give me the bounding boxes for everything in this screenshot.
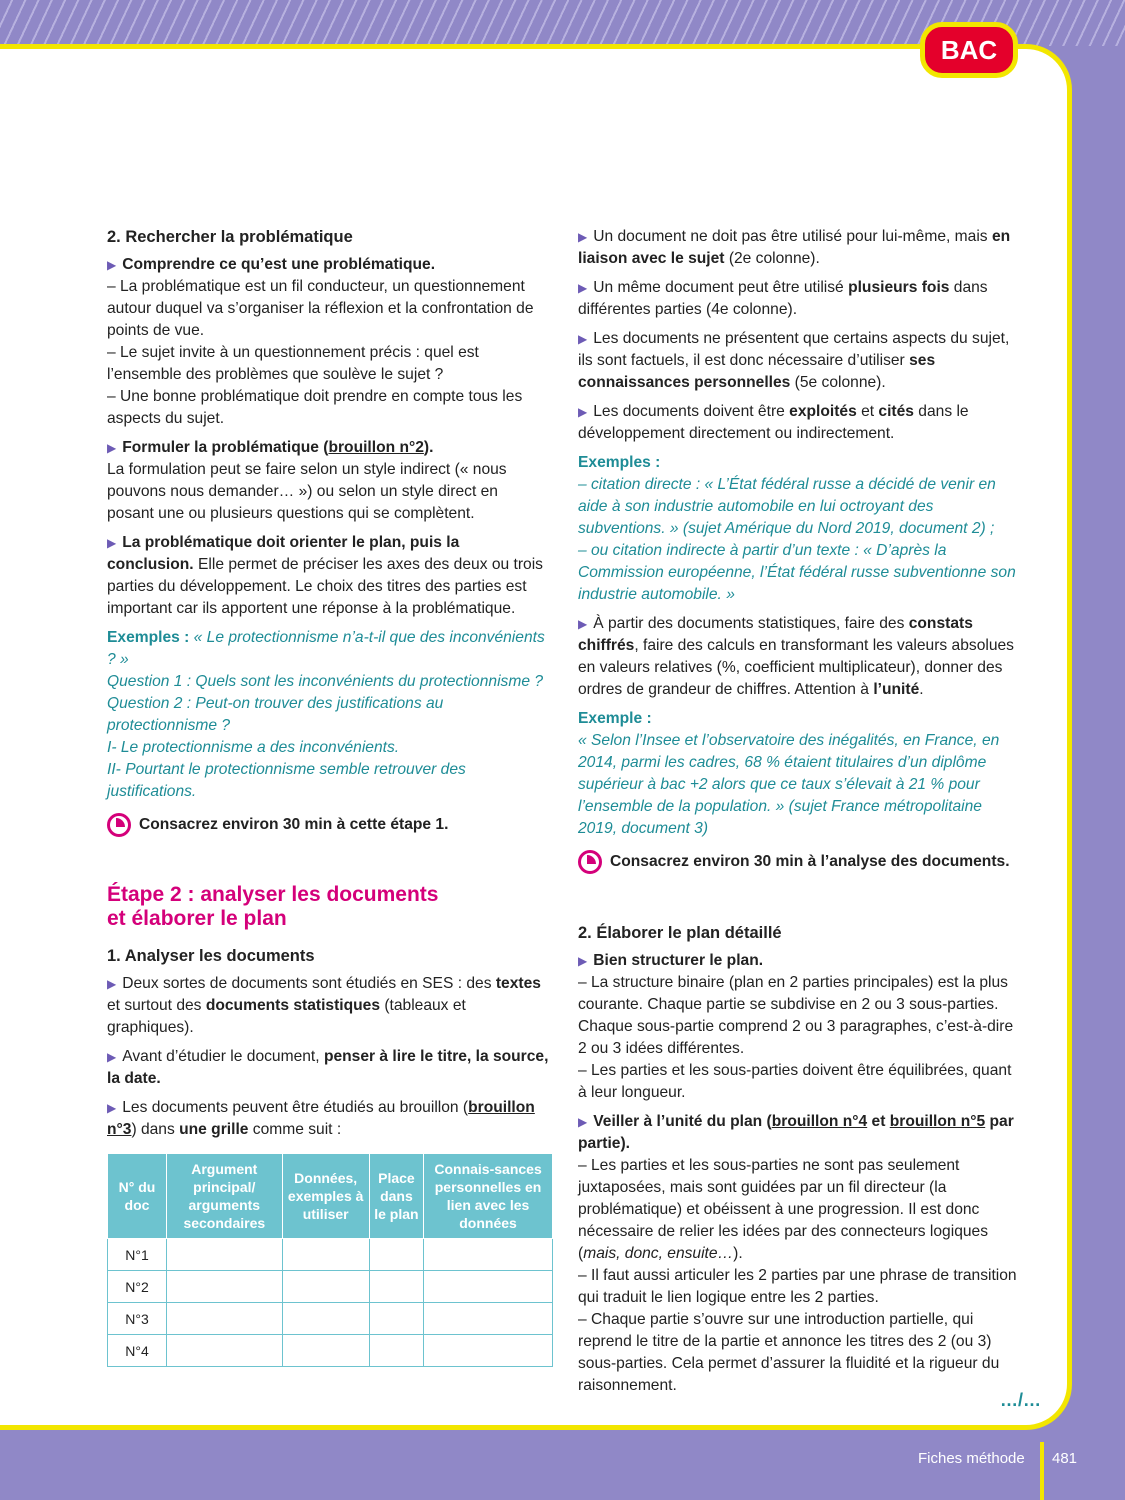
paragraph: – La structure binaire (plan en 2 parties principales) est la plus courante. Chaque partie se subdivise en 2 ou 3 sous-parties. Chaque sous-partie comprend 2 ou 3 paragraphes, c’est-à-dire 2 ou 3 idées différentes. <box>578 974 1014 1057</box>
paragraph: ▶ Formuler la problématique (brouillon n°2). <box>107 439 434 456</box>
triangle-bullet-icon: ▶ <box>578 405 588 419</box>
paragraph: ▶ Les documents doivent être exploités et cités dans le développement directement ou indirectement. <box>578 403 969 442</box>
triangle-bullet-icon: ▶ <box>107 441 117 455</box>
table-row: N°3 <box>108 1303 553 1335</box>
section-title: 2. Élaborer le plan détaillé <box>578 924 782 942</box>
paragraph: – Les parties et les sous-parties ne sont pas seulement juxtaposées, mais sont guidées par un fil directeur (la problématique) et obéissent à une progression. Il est donc nécessaire de relier les idées par des connecteurs logiques (mais, donc, ensuite…). <box>578 1157 989 1262</box>
stopwatch-icon <box>578 850 602 874</box>
triangle-bullet-icon: ▶ <box>107 536 117 550</box>
table-header: Place dans le plan <box>369 1154 423 1239</box>
triangle-bullet-icon: ▶ <box>578 332 588 346</box>
triangle-bullet-icon: ▶ <box>578 1115 588 1129</box>
paragraph: – Le sujet invite à un questionnement précis : quel est l’ensemble des problèmes que soulève le sujet ? <box>107 344 479 383</box>
footer-section-label: Fiches méthode <box>918 1450 1025 1467</box>
paragraph: ▶ Un document ne doit pas être utilisé pour lui-même, mais en liaison avec le sujet (2e colonne). <box>578 228 1011 267</box>
example-block: Exemple : « Selon l’Insee et l’observatoire des inégalités, en France, en 2014, parmi les cadres, 68 % étaient titulaires d’un diplôme supérieur à bac +2 alors que ce taux s’élevait à 21 % pour l’ensemble de la population. » (sujet France métropolitaine 2019, document 3) <box>578 710 1000 837</box>
triangle-bullet-icon: ▶ <box>578 954 588 968</box>
table-header: Données, exemples à utiliser <box>282 1154 369 1239</box>
table-header: N° du doc <box>108 1154 167 1239</box>
paragraph: La formulation peut se faire selon un style indirect (« nous pouvons nous demander… ») ou selon un style direct en posant une ou plusieurs questions qui se complètent. <box>107 461 507 522</box>
paragraph: – La problématique est un fil conducteur, un questionnement autour duquel va s’organiser la réflexion et la confrontation de points de vue. <box>107 278 534 339</box>
stopwatch-icon <box>107 813 131 837</box>
paragraph: ▶ Veiller à l’unité du plan (brouillon n°4 et brouillon n°5 par partie). <box>578 1113 1014 1152</box>
triangle-bullet-icon: ▶ <box>578 617 588 631</box>
triangle-bullet-icon: ▶ <box>107 258 117 272</box>
table-header: Argument principal/ arguments secondaires <box>167 1154 283 1239</box>
right-column <box>578 226 1020 1404</box>
paragraph: ▶ À partir des documents statistiques, faire des constats chiffrés, faire des calculs en transformant les valeurs absolues en valeurs relatives (%, coefficient multiplicateur), donner des ordres de grandeur de chiffres. Attention à l’unité. <box>578 615 1014 698</box>
examples-block: Exemples : – citation directe : « L’État fédéral russe a décidé de venir en aide à son industrie automobile en lui octroyant des subventions. » (sujet Amérique du Nord 2019, document 2) ; – ou citation indirecte à partir d’un texte : « D’après la Commission européenne, l’État fédéral russe subventionne son industrie automobile. » <box>578 454 1016 603</box>
timer-note: Consacrez environ 30 min à cette étape 1. <box>107 813 549 837</box>
paragraph: – Une bonne problématique doit prendre en compte tous les aspects du sujet. <box>107 388 523 427</box>
continued-marker: …/… <box>1000 1390 1042 1410</box>
page-number: 481 <box>1052 1450 1078 1467</box>
paragraph: ▶ Deux sortes de documents sont étudiés en SES : des textes et surtout des documents statistiques (tableaux et graphiques). <box>107 975 541 1036</box>
paragraph: ▶ La problématique doit orienter le plan, puis la conclusion. Elle permet de préciser les axes des deux ou trois parties du développement. Le choix des titres des parties est important car ils apportent une réponse à la problématique. <box>107 534 543 617</box>
paragraph: ▶ Avant d’étudier le document, penser à lire le titre, la source, la date. <box>107 1048 549 1087</box>
table-row: N°4 <box>108 1335 553 1367</box>
left-column <box>107 226 549 1367</box>
paragraph: – Chaque partie s’ouvre sur une introduction partielle, qui reprend le titre de la partie et annonce les titres des 2 (ou 3) sous-parties. Cela permet d’assurer la fluidité et la rigueur du raisonnement. <box>578 1311 1000 1394</box>
paragraph: – Les parties et les sous-parties doivent être équilibrées, quant à leur longueur. <box>578 1062 1012 1101</box>
paragraph: ▶ Les documents ne présentent que certains aspects du sujet, ils sont factuels, il est donc nécessaire d’utiliser ses connaissances personnelles (5e colonne). <box>578 330 1010 391</box>
section-title: 2. Rechercher la problématique <box>107 228 353 246</box>
paragraph: ▶ Comprendre ce qu’est une problématique. <box>107 256 436 273</box>
paragraph: ▶ Un même document peut être utilisé plusieurs fois dans différentes parties (4e colonne). <box>578 279 988 318</box>
triangle-bullet-icon: ▶ <box>107 1101 117 1115</box>
table-header: Connais-sances personnelles en lien avec les données <box>424 1154 553 1239</box>
bac-badge: BAC <box>920 22 1018 78</box>
triangle-bullet-icon: ▶ <box>578 281 588 295</box>
footer-divider <box>1040 1442 1044 1500</box>
section-title: 1. Analyser les documents <box>107 947 315 965</box>
examples-block: Exemples : « Le protectionnisme n’a-t-il que des inconvénients ? » Question 1 : Quels sont les inconvénients du protectionnisme ? Question 2 : Peut-on trouver des justifications au protectionnisme ? I- Le protectionnisme a des inconvénients. II- Pourtant le protectionnisme semble retrouver des justifications. <box>107 629 545 800</box>
table-row: N°2 <box>108 1271 553 1303</box>
triangle-bullet-icon: ▶ <box>107 977 117 991</box>
triangle-bullet-icon: ▶ <box>578 230 588 244</box>
triangle-bullet-icon: ▶ <box>107 1050 117 1064</box>
paragraph: ▶ Bien structurer le plan. <box>578 952 764 969</box>
step-title: Étape 2 : analyser les documents et élaborer le plan <box>107 883 439 930</box>
timer-note: Consacrez environ 30 min à l’analyse des documents. <box>578 850 1020 874</box>
table-row: N°1 <box>108 1239 553 1271</box>
analysis-grid-table <box>107 1153 553 1367</box>
paragraph: – Il faut aussi articuler les 2 parties par une phrase de transition qui traduit le lien logique entre les 2 parties. <box>578 1267 1017 1306</box>
paragraph: ▶ Les documents peuvent être étudiés au brouillon (brouillon n°3) dans une grille comme suit : <box>107 1099 535 1138</box>
